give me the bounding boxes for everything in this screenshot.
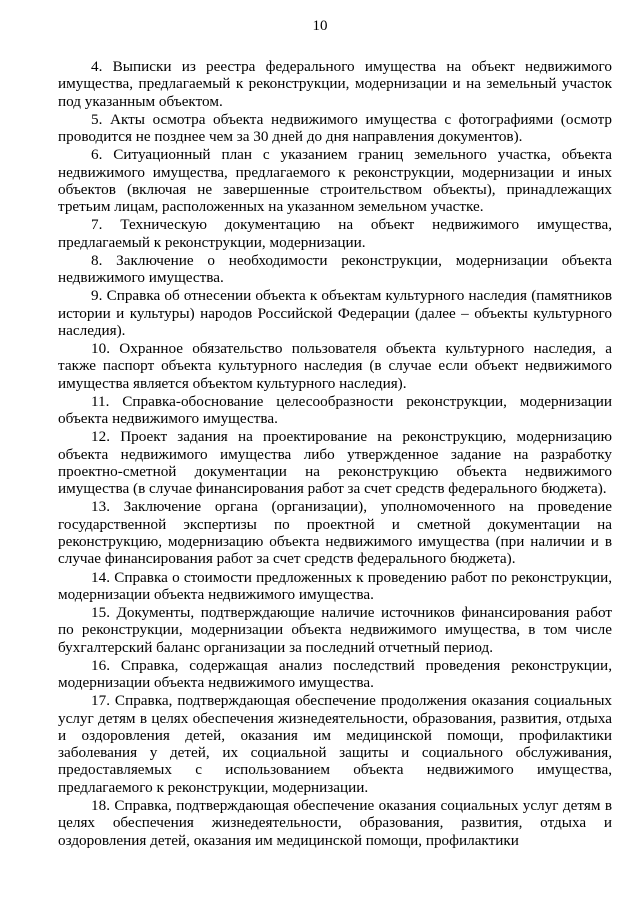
paragraph-item-8: 8. Заключение о необходимости реконструкции, модернизации объекта недвижимого имущества. bbox=[58, 251, 612, 287]
paragraph-item-18: 18. Справка, подтверждающая обеспечение оказания социальных услуг детям в целях обеспечения жизнедеятельности, образования, развития, отдыха и оздоровления детей, оказания им медицинской помощи, профилактики bbox=[58, 796, 612, 849]
document-body bbox=[58, 58, 612, 850]
paragraph-item-6: 6. Ситуационный план с указанием границ земельного участка, объекта недвижимого имущества, предлагаемого к реконструкции, модернизации и иных объектов (включая не завершенные строительством объекты), принадлежащих третьим лицам, расположенных на указанном земельном участке. bbox=[58, 146, 612, 216]
paragraph-item-14: 14. Справка о стоимости предложенных к проведению работ по реконструкции, модернизации объекта недвижимого имущества. bbox=[58, 568, 612, 603]
paragraph-item-12: 12. Проект задания на проектирование на реконструкцию, модернизацию объекта недвижимого имущества либо утвержденное задание на разработку проектно-сметной документации на реконструкцию объекта недвижимого имущества (в случае финансирования работ за счет средств федерального бюджета). bbox=[58, 428, 612, 498]
paragraph-item-4: 4. Выписки из реестра федерального имущества на объект недвижимого имущества, предлагаемый к реконструкции, модернизации и на земельный участок под указанным объектом. bbox=[58, 58, 612, 110]
paragraph-item-11: 11. Справка-обоснование целесообразности реконструкции, модернизации объекта недвижимого имущества. bbox=[58, 392, 612, 428]
paragraph-item-7: 7. Техническую документацию на объект недвижимого имущества, предлагаемый к реконструкции, модернизации. bbox=[58, 216, 612, 251]
paragraph-item-5: 5. Акты осмотра объекта недвижимого имущества с фотографиями (осмотр проводится не позднее чем за 30 дней до дня направления документов). bbox=[58, 110, 612, 146]
paragraph-item-16: 16. Справка, содержащая анализ последствий проведения реконструкции, модернизации объекта недвижимого имущества. bbox=[58, 656, 612, 692]
paragraph-item-10: 10. Охранное обязательство пользователя объекта культурного наследия, а также паспорт объекта культурного наследия (в случае если объект недвижимого имущества является объектом культурного наследия). bbox=[58, 340, 612, 392]
paragraph-item-17: 17. Справка, подтверждающая обеспечение продолжения оказания социальных услуг детям в целях обеспечения жизнедеятельности, образования, развития, отдыха и оздоровления детей, оказания им медицинской помощи, профилактики заболевания у детей, их социальной защиты и социального обслуживания, предоставляемых с использованием объекта недвижимого имущества, предлагаемого к реконструкции, модернизации. bbox=[58, 692, 612, 796]
paragraph-item-9: 9. Справка об отнесении объекта к объектам культурного наследия (памятников истории и культуры) народов Российской Федерации (далее – объекты культурного наследия). bbox=[58, 287, 612, 339]
page-number: 10 bbox=[312, 18, 328, 34]
paragraph-item-13: 13. Заключение органа (организации), уполномоченного на проведение государственной экспертизы по проектной и сметной документации на реконструкцию, модернизацию объекта недвижимого имущества (при наличии и в случае финансирования работ за счет средств федерального бюджета). bbox=[58, 498, 612, 568]
paragraph-item-15: 15. Документы, подтверждающие наличие источников финансирования работ по реконструкции, модернизации объекта недвижимого имущества, в том числе бухгалтерский баланс организации за последний отчетный период. bbox=[58, 604, 612, 656]
